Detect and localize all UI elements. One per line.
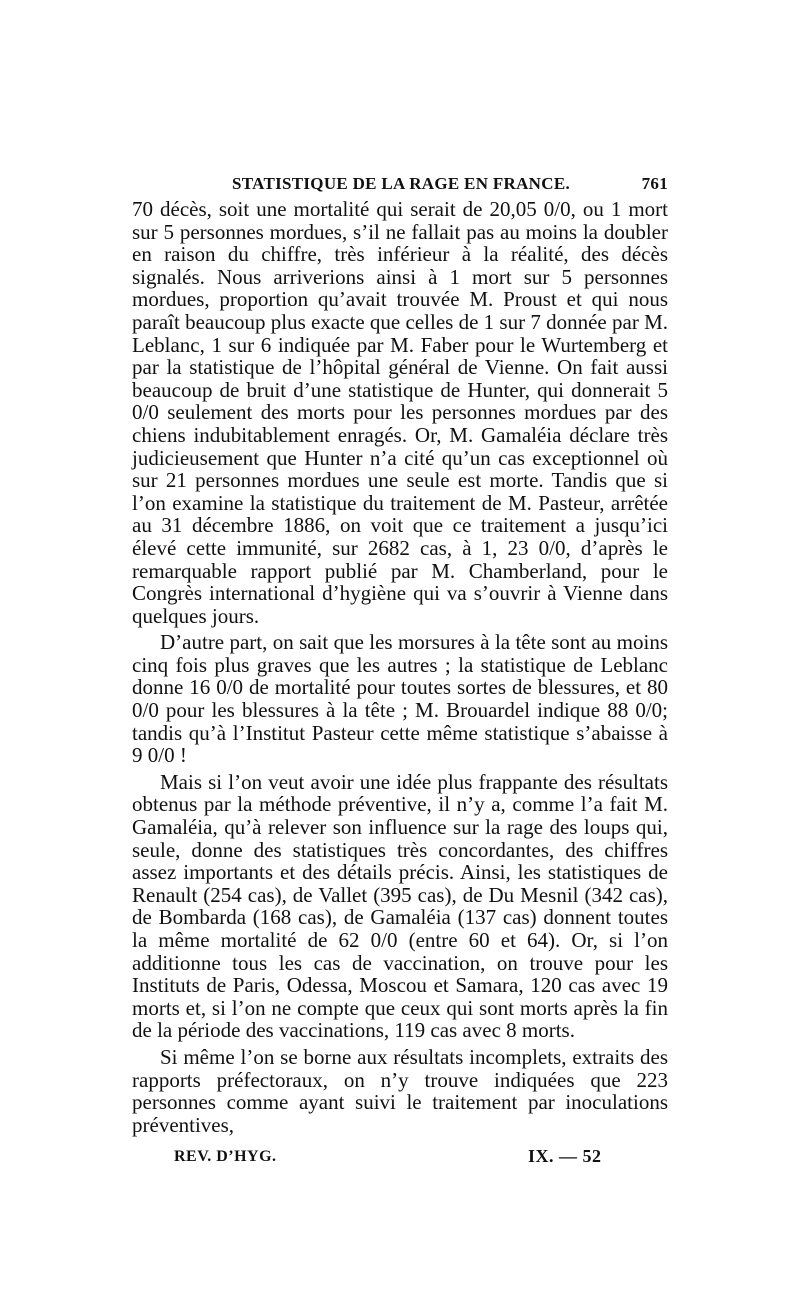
journal-signature: REV. D’HYG. <box>174 1148 277 1166</box>
page-number: 761 <box>641 174 668 193</box>
signature-mark: IX. — 52 <box>528 1146 602 1167</box>
paragraph-4: Si même l’on se borne aux résultats incomplets, extraits des rapports préfectoraux, on n’y trouve indiquées que 223 personnes comme ayant suivi le traitement par inoculations préventives, <box>132 1044 668 1137</box>
paragraph-3: Mais si l’on veut avoir une idée plus frappante des résultats obtenus par la méthode préventive, il n’y a, comme l’a fait M. Gamaléia, qu’à relever son influence sur la rage des loups qui, seule, donne des statistiques très concordantes, des chiffres assez importants et des détails précis. Ainsi, les statistiques de Renault (254 cas), de Vallet (395 cas), de Du Mesnil (342 cas), de Bombarda (168 cas), de Gamaléia (137 cas) donnent toutes la même mortalité de 62 0/0 (entre 60 et 64). Or, si l’on additionne tous les cas de vaccination, on trouve pour les Instituts de Paris, Odessa, Moscou et Samara, 120 cas avec 19 morts et, si l’on ne compte que ceux qui sont morts après la fin de la période des vaccinations, 119 cas avec 8 morts. <box>132 769 668 1043</box>
page <box>132 168 668 1174</box>
paragraph-2: D’autre part, on sait que les morsures à la tête sont au moins cinq fois plus graves que les autres ; la statistique de Leblanc donne 16 0/0 de mortalité pour toutes sortes de blessures, et 80 0/0 pour les blessures à la tête ; M. Brouardel indique 88 0/0; tandis qu’à l’Institut Pasteur cette même statistique s’abaisse à 9 0/0 ! <box>132 630 668 768</box>
running-head-title: STATISTIQUE DE LA RAGE EN FRANCE. <box>232 174 571 193</box>
page-footer <box>132 1144 668 1174</box>
body-text <box>132 198 668 1136</box>
running-head <box>132 168 668 198</box>
paragraph-1: 70 décès, soit une mortalité qui serait de 20,05 0/0, ou 1 mort sur 5 personnes mordues, s’il ne fallait pas au moins la doubler en raison du chiffre, très inférieur à la réalité, des décès signalés. Nous arriverions ainsi à 1 mort sur 5 personnes mordues, proportion qu’avait trouvée M. Proust et qui nous paraît beaucoup plus exacte que celles de 1 sur 7 donnée par M. Leblanc, 1 sur 6 indiquée par M. Faber pour le Wurtemberg et par la statistique de l’hôpital général de Vienne. On fait aussi beaucoup de bruit d’une statistique de Hunter, qui donnerait 5 0/0 seulement des morts pour les personnes mordues par des chiens indubitablement enragés. Or, M. Gamaléia déclare très judicieusement que Hunter n’a cité qu’un cas exceptionnel où sur 21 personnes mordues une seule est morte. Tandis que si l’on examine la statistique du traitement de M. Pasteur, arrêtée au 31 décembre 1886, on voit que ce traitement a jusqu’ici élevé cette immunité, sur 2682 cas, à 1, 23 0/0, d’après le remarquable rapport publié par M. Chamberland, pour le Congrès international d’hygiène qui va s’ouvrir à Vienne dans quelques jours. <box>132 197 668 628</box>
